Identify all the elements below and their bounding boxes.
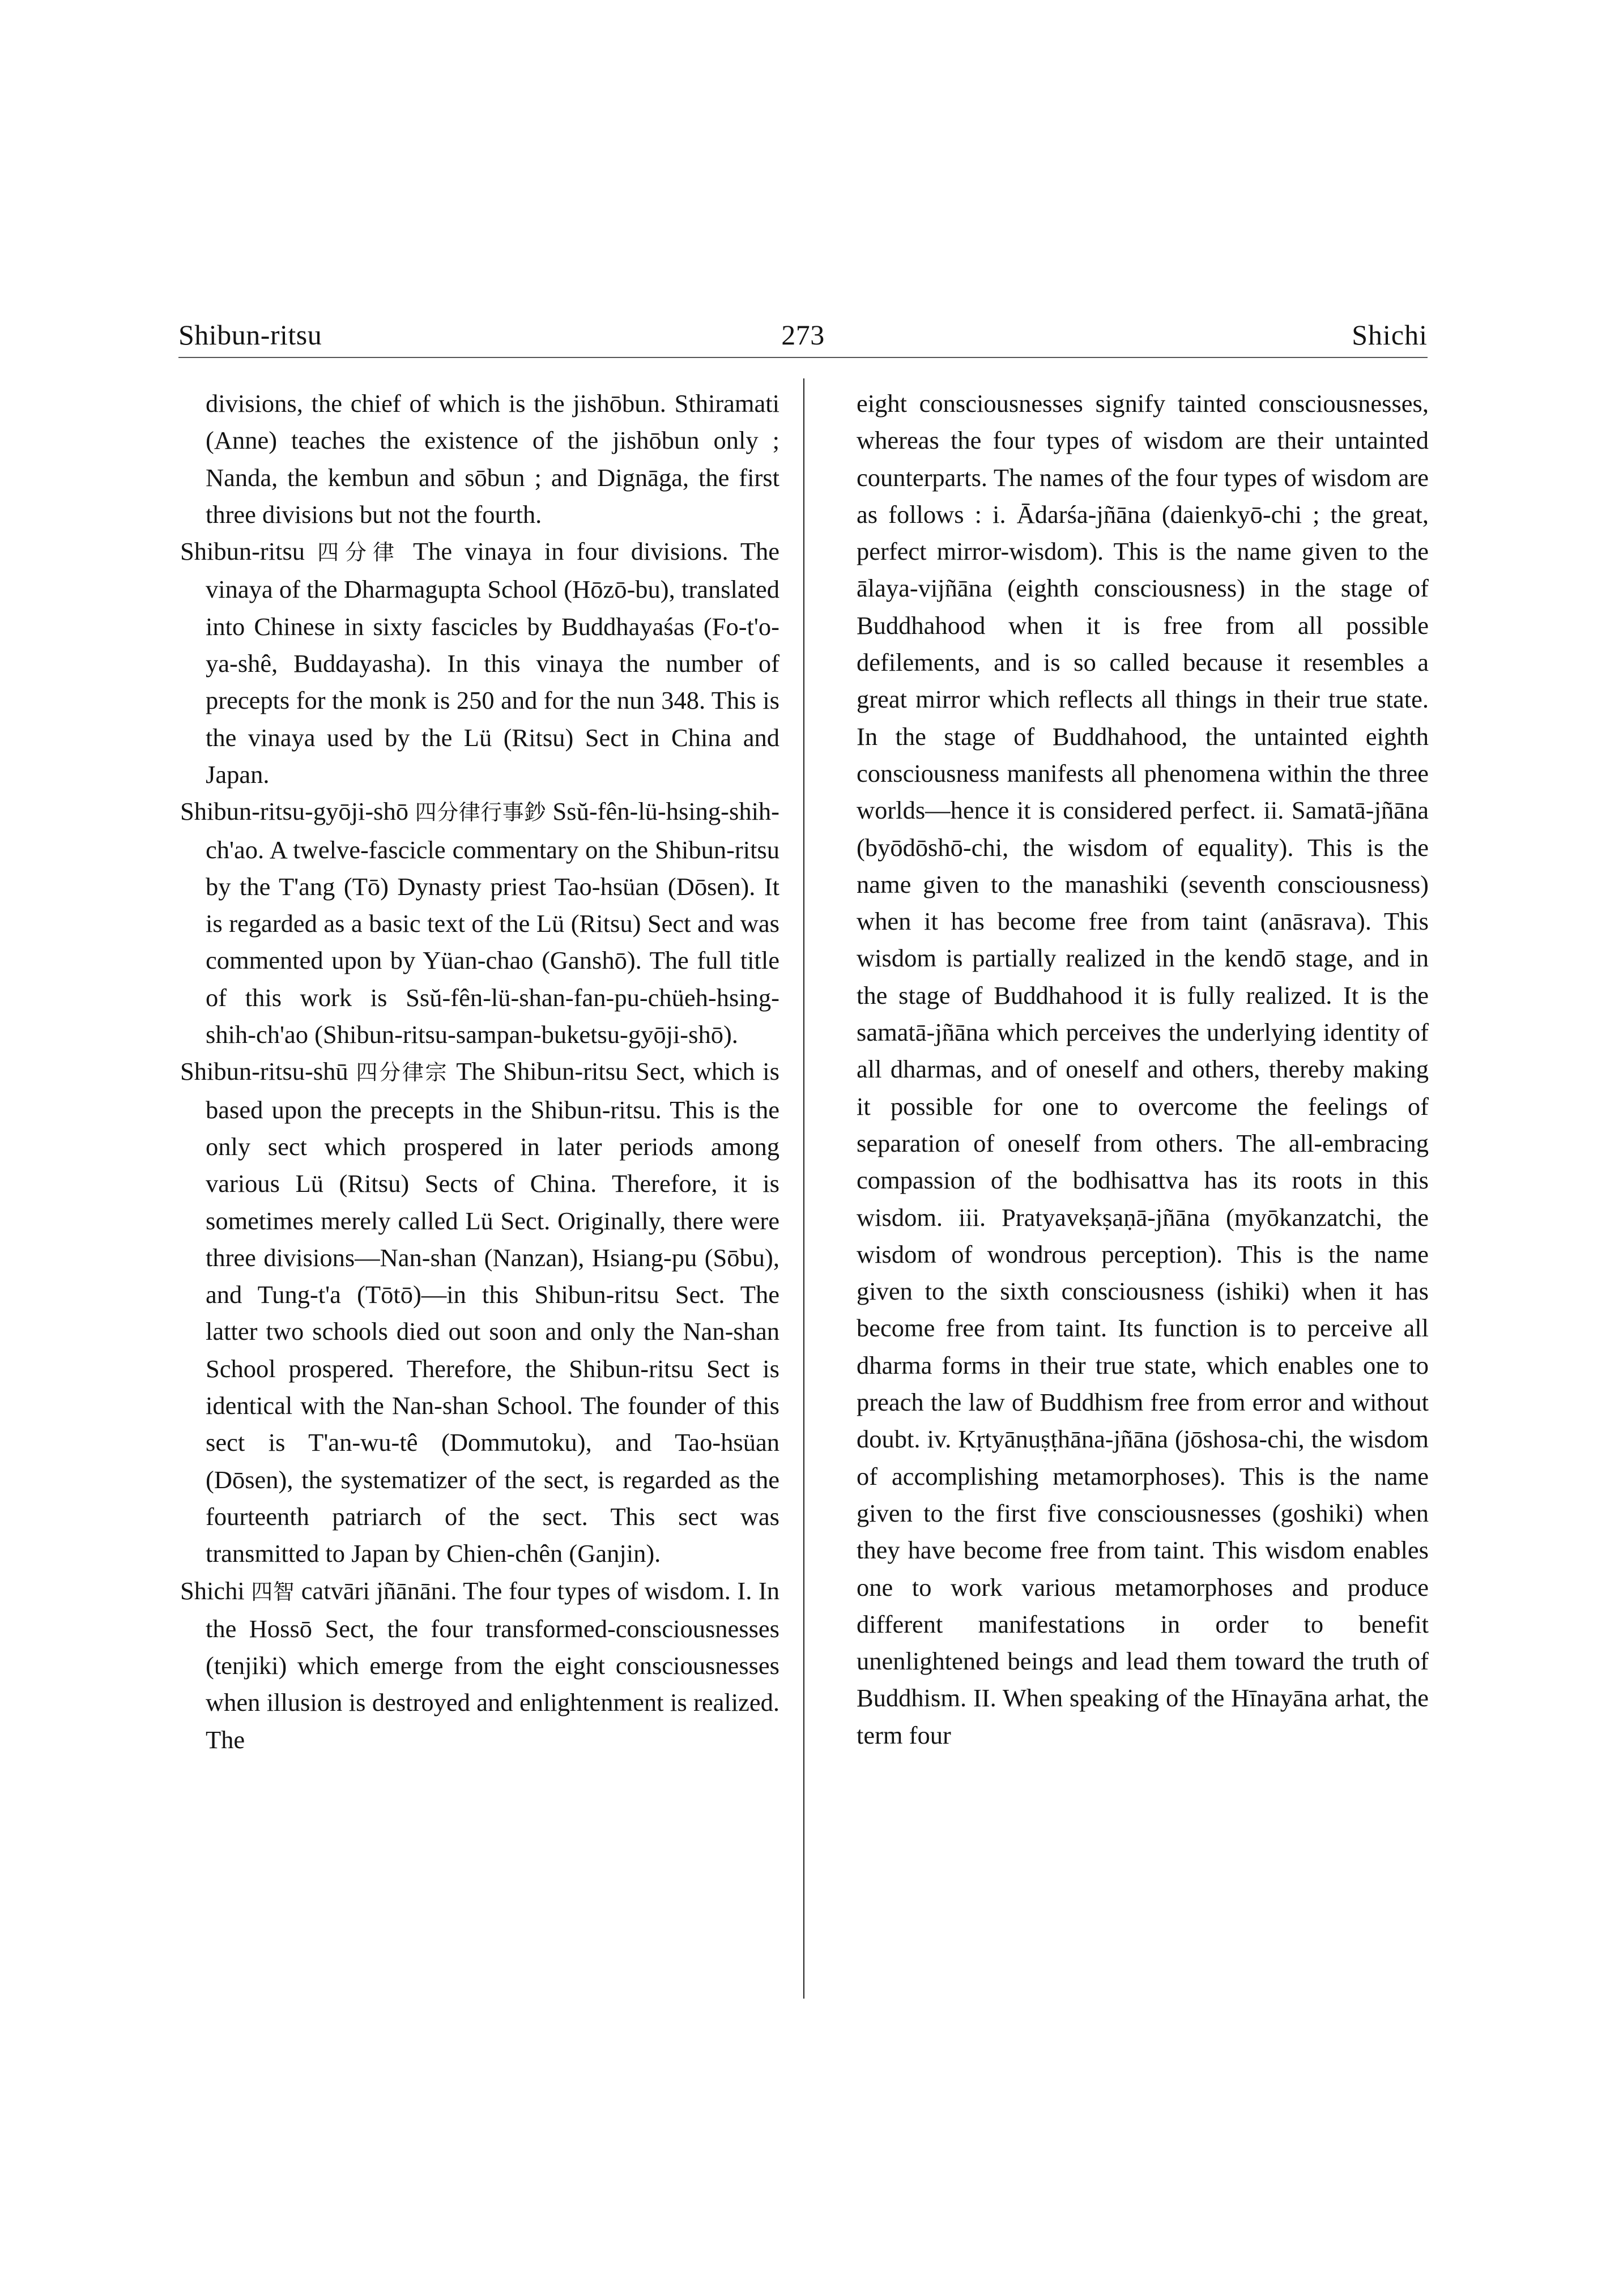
- header-left-term: Shibun-ritsu: [178, 319, 322, 351]
- right-column: [857, 385, 1429, 1754]
- entry-headword: Shibun-ritsu-gyōji-shō: [180, 797, 408, 826]
- entry-definition: The vinaya in four divisions. The vinaya of the Dharmagupta School (Hōzō-bu), translated into Chinese in sixty fascicles by Buddhayaśas (Fo-t'o-ya-shê, Buddayasha). In this vinaya the number of precepts for the monk is 250 and for the nun 348. This is the vinaya used by the Lü (Ritsu) Sect in China and Japan.: [206, 537, 780, 789]
- column-divider: [803, 378, 804, 1999]
- entry-definition: catvāri jñānāni. The four types of wisdom. I. In the Hossō Sect, the four transformed-consciousnesses (tenjiki) which emerge from the eight consciousnesses when illusion is destroyed and enlightenment is realized. The: [206, 1576, 779, 1754]
- entry-headword: Shibun-ritsu: [180, 537, 305, 566]
- entry-cjk: 四分律: [317, 540, 401, 565]
- header-rule: [178, 357, 1428, 358]
- header-right-term: Shichi: [1352, 319, 1428, 351]
- entry-cjk: 四智: [251, 1579, 295, 1604]
- dictionary-entry: [180, 793, 779, 1053]
- dictionary-entry: [180, 1573, 779, 1758]
- entry-headword: Shichi: [180, 1576, 245, 1605]
- entry-cjk: 四分律宗: [356, 1060, 449, 1085]
- continuation-paragraph: divisions, the chief of which is the jishōbun. Sthiramati (Anne) teaches the existence of the jishōbun only ; Nanda, the kembun and sōbun ; and Dignāga, the first three divisions but not the fourth.: [206, 389, 779, 529]
- left-column: [180, 385, 779, 1758]
- entry-definition: Ssŭ-fên-lü-hsing-shih-ch'ao. A twelve-fascicle commentary on the Shibun-ritsu by the T'ang (Tō) Dynasty priest Tao-hsüan (Dōsen). It is regarded as a basic text of the Lü (Ritsu) Sect and was commented upon by Yüan-chao (Ganshō). The full title of this work is Ssŭ-fên-lü-shan-fan-pu-chüeh-hsing-shih-ch'ao (Shibun-ritsu-sampan-buketsu-gyōji-shō).: [206, 797, 780, 1049]
- running-header: [178, 318, 1428, 358]
- entry-definition: The Shibun-ritsu Sect, which is based upon the precepts in the Shibun-ritsu. This is the only sect which prospered in later periods among various Lü (Ritsu) Sects of China. Therefore, it is sometimes merely called Lü Sect. Originally, there were three divisions—Nan-shan (Nanzan), Hsiang-pu (Sōbu), and Tung-t'a (Tōtō)—in this Shibun-ritsu Sect. The latter two schools died out soon and only the Nan-shan School prospered. Therefore, the Shibun-ritsu Sect is identical with the Nan-shan School. The founder of this sect is T'an-wu-tê (Dommutoku), and Tao-hsüan (Dōsen), the systematizer of the sect, is regarded as the fourteenth patriarch of the sect. This sect was transmitted to Japan by Chien-chên (Ganjin).: [206, 1057, 779, 1568]
- entry-headword: Shibun-ritsu-shū: [180, 1057, 348, 1086]
- dictionary-entry: [180, 1053, 779, 1572]
- page-number: 273: [781, 319, 825, 351]
- dictionary-entry: [180, 533, 779, 793]
- entry-cjk: 四分律行事鈔: [415, 800, 546, 825]
- continued-entry-text: eight consciousnesses signify tainted consciousnesses, whereas the four types of wisdom are their untainted counterparts. The names of the four types of wisdom are as follows : i. Ādarśa-jñāna (daienkyō-chi ; the great, perfect mirror-wisdom). This is the name given to the ālaya-vijñāna (eighth consciousness) in the stage of Buddhahood when it is free from all possible defilements, and is so called because it resembles a great mirror which reflects all things in their true state. In the stage of Buddhahood, the untainted eighth consciousness manifests all phenomena within the three worlds—hence it is considered perfect. ii. Samatā-jñāna (byōdōshō-chi, the wisdom of equality). This is the name given to the manashiki (seventh consciousness) when it has become free from taint (anāsrava). This wisdom is partially realized in the kendō stage, and in the stage of Buddhahood it is fully realized. It is the samatā-jñāna which perceives the underlying identity of all dharmas, and of oneself and others, thereby making it possible for one to overcome the feelings of separation of oneself from others. The all-embracing compassion of the bodhisattva has its roots in this wisdom. iii. Pratyavekṣaṇā-jñāna (myōkanzatchi, the wisdom of wondrous perception). This is the name given to the sixth consciousness (ishiki) when it has become free from taint. Its function is to perceive all dharma forms in their true state, which enables one to preach the law of Buddhism free from error and without doubt. iv. Kṛtyānuṣṭhāna-jñāna (jōshosa-chi, the wisdom of accomplishing metamorphoses). This is the name given to the first five consciousnesses (goshiki) when they have become free from taint. This wisdom enables one to work various metamorphoses and produce different manifestations in order to benefit unenlightened beings and lead them toward the truth of Buddhism. II. When speaking of the Hīnayāna arhat, the term four: [857, 389, 1429, 1749]
